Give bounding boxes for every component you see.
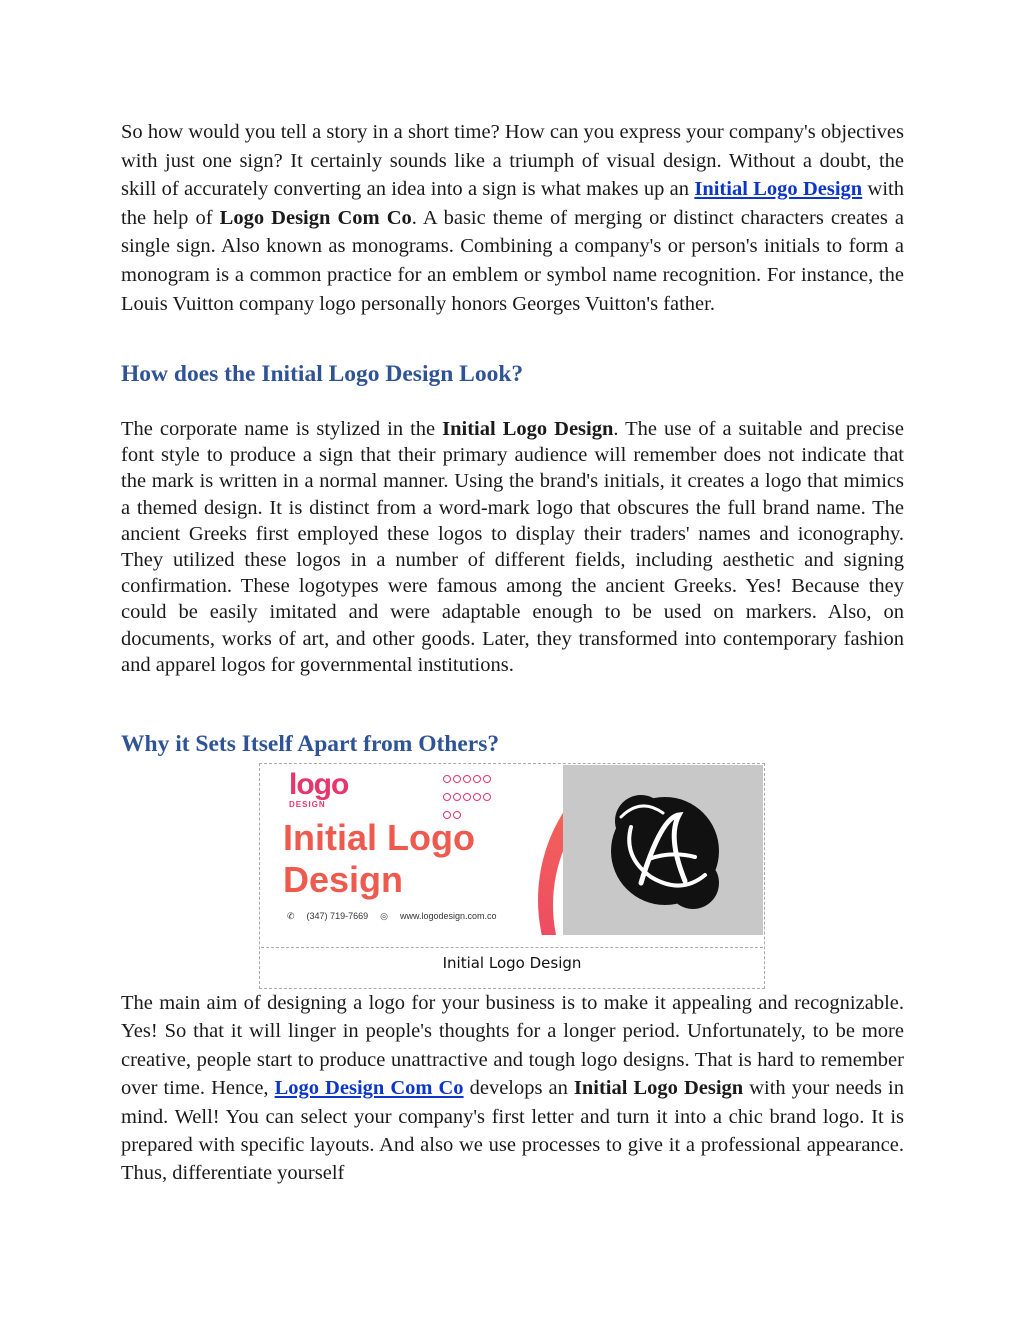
look-paragraph [121,416,904,678]
text-run: with the help of [121,178,904,229]
logo-design-com-co-link[interactable]: Logo Design Com Co [274,1077,464,1100]
banner-website: www.logodesign.com.co [399,911,497,921]
banner-contact [287,911,509,922]
text-run: with your needs in mind. Well! You can select your company's first letter and turn it into a chic brand logo. It is prepared with specific layouts. And also we use processes to give it a professional appearance. Thus, differentiate yourself [121,1077,904,1185]
brand-sub: DESIGN [289,800,326,809]
banner-image [261,765,763,935]
text-run: So how would you tell a story in a short time? How can you express your company's objectives with just one sign? It certainly sounds like a triumph of visual design. Without a doubt, the skill of accurately converting an idea into a sign is what makes up an [121,121,904,201]
text-run: develops an [463,1077,574,1100]
text-run: . The use of a suitable and precise font style to produce a sign that their primary audience will remember does not indicate that the mark is written in a normal manner. Using the brand's initials, it creates a logo that mimics a themed design. It is distinct from a word-mark logo that obscures the full brand name. The ancient Greeks first employed these logos to display their traders' names and iconography. They utilized these logos in a number of different fields, including aesthetic and signing confirmation. These logotypes were famous among the ancient Greeks. Yes! Because they could be easily imitated and were adaptable enough to be used on markers. Also, on documents, works of art, and other goods. Later, they transformed into contemporary fashion and apparel logos for governmental institutions. [121,418,904,676]
bold-text: Logo Design Com Co [219,206,412,229]
bold-text: Initial Logo Design [442,418,614,440]
banner-title-line-1: Initial Logo [283,817,475,858]
monogram-a-icon [601,787,729,915]
figure-initial-logo-design [259,763,765,989]
figure-caption: Initial Logo Design [442,954,582,972]
globe-icon: ◎ [380,911,388,921]
section-heading-apart: Why it Sets Itself Apart from Others? [121,731,500,757]
text-run: . A basic theme of merging or distinct characters creates a single sign. Also known as monograms. Combining a company's or person's initials to form a monogram is a common practice for an emblem or symbol name recognition. For instance, the Louis Vuitton company logo personally honors Georges Vuitton's father. [121,206,904,315]
banner-phone: (347) 719-7669 [306,911,369,921]
text-run: The corporate name is stylized in the [121,418,443,440]
bold-text: Initial Logo Design [573,1077,744,1100]
initial-logo-design-link[interactable]: Initial Logo Design [694,178,863,201]
phone-icon: ✆ [287,911,295,921]
banner-title [283,817,475,901]
brand-word: logo [289,768,349,801]
text-run: The main aim of designing a logo for your business is to make it appealing and recognizable. Yes! So that it will linger in people's thoughts for a longer period. Unfortunately, to be more creative, people start to produce unattractive and tough logo designs. That is hard to remember over time. Hence, [121,992,904,1100]
intro-paragraph [121,118,904,318]
brand-logo [289,770,348,809]
section-heading-look: How does the Initial Logo Design Look? [121,361,524,387]
banner-title-line-2: Design [283,859,404,900]
apart-paragraph [121,989,904,1188]
